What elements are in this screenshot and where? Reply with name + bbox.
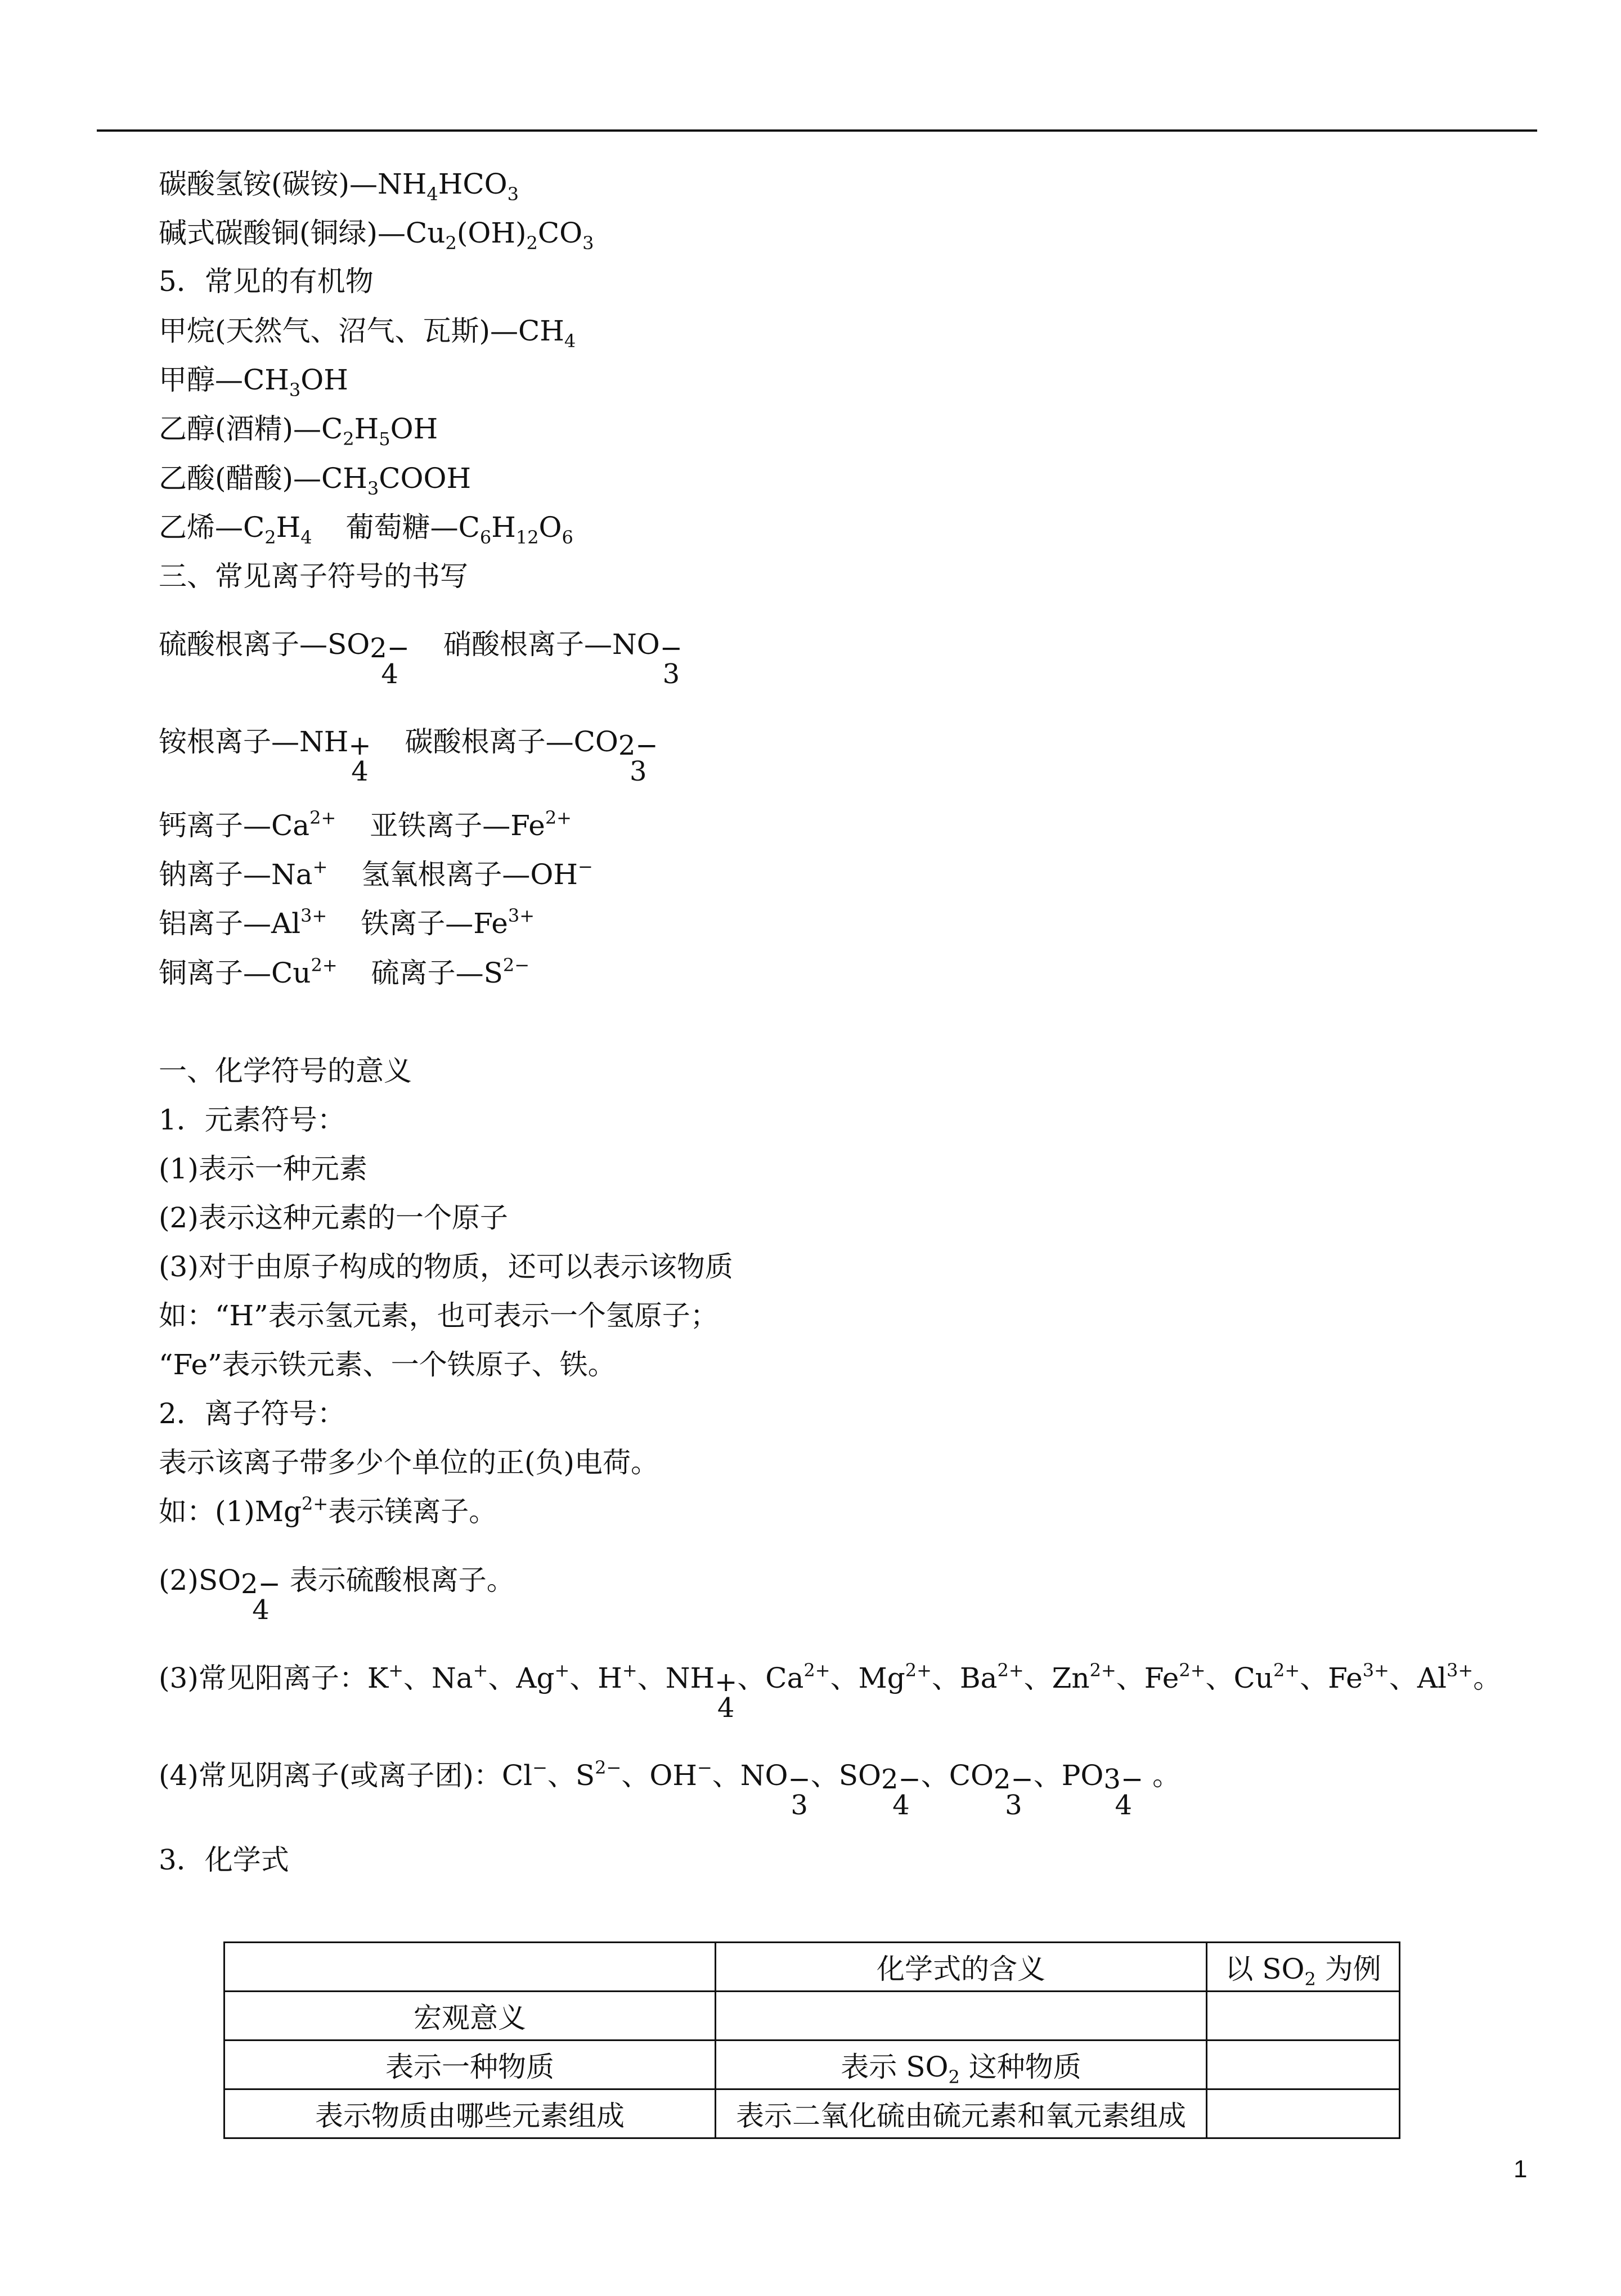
ammonium-charge: + 4	[348, 730, 371, 787]
text-line: (2)表示这种元素的一个原子	[159, 1201, 508, 1234]
text-line: 如：“H”表示氢元素，也可表示一个氢原子；	[159, 1299, 719, 1332]
text-line-basic-copper-carbonate: 碱式碳酸铜(铜绿)$—Cu_2(OH)_2CO_3$	[159, 217, 594, 254]
text-line-magnesium-ion: 如：$(1)Mg^{2+}$表示镁离子。	[159, 1493, 497, 1528]
sulfate-charge: 2− 4	[370, 633, 410, 690]
text-line-common-cations: (3)常见阳离子：K+、Na+、Ag+、H+、NH + 4 、$Ca^{2+}$、$Mg^{2+}$、$Ba^{2+}$、$Zn^{2+}$、$Fe^{2+}$、$Cu^{2+}$、$Fe^{3+}$、$Al^{3+}$。	[159, 1660, 1502, 1724]
text-line-sulfate-example: (2)SO 2− 4 表示硫酸根离子。	[159, 1564, 515, 1626]
subheading-element-symbol: 1．元素符号：	[159, 1104, 345, 1136]
section-heading-organics: 5．常见的有机物	[159, 265, 374, 298]
table-cell: 表示 $SO_2$ 这种物质	[716, 2041, 1207, 2089]
table-header-row	[224, 1943, 1400, 1992]
table-cell	[1207, 1992, 1400, 2041]
table-row	[224, 2089, 1400, 2138]
header-rule	[97, 129, 1537, 132]
text-line: (3)对于由原子构成的物质，还可以表示该物质	[159, 1250, 733, 1283]
text-line-ethanol: 乙醇(酒精)$—C_2H_5OH$	[159, 412, 438, 450]
text-line-sulfate-nitrate: 硫酸根离子—SO 2− 4 硝酸根离子—NO − 3	[159, 628, 682, 690]
text-line-sodium-hydroxide: 钠离子—Na+ 氢氧根离子—OH−	[159, 856, 593, 891]
text-line-ethylene-glucose: 乙烯$—C_2H_4$ 葡萄糖$—C_6H_{12}O_6$	[159, 511, 573, 548]
table-header-cell: 化学式的含义	[716, 1943, 1207, 1992]
table-cell: 表示二氧化硫由硫元素和氧元素组成	[716, 2089, 1207, 2138]
table-header-cell: 以 $SO_2$ 为例	[1207, 1943, 1400, 1992]
formula-meaning-table	[223, 1941, 1400, 2139]
table-cell	[1207, 2041, 1400, 2089]
text-line-common-anions: (4)常见阴离子(或离子团)：Cl−、$S^{2-}$、OH−、NO − 3 、SO 2− 4 、CO 2− 3 、PO 3− 4 。	[159, 1757, 1181, 1821]
section-heading-symbols: 一、化学符号的意义	[159, 1055, 412, 1087]
carbonate-charge: 2− 3	[618, 730, 658, 787]
text-line-calcium-ferrous: 钙离子$—Ca^{2+}$ 亚铁离子$—Fe^{2+}$	[159, 807, 572, 842]
subheading-chemical-formula: 3．化学式	[159, 1844, 289, 1876]
nitrate-charge: − 3	[788, 1764, 811, 1821]
text-line-ammonium-carbonate: 铵根离子—NH + 4 碳酸根离子—CO 2− 3	[159, 725, 658, 787]
text-line: (1)表示一种元素	[159, 1153, 367, 1185]
text-line: “Fe”表示铁元素、一个铁原子、铁。	[159, 1348, 616, 1381]
sulfate-charge: 2− 4	[881, 1764, 921, 1821]
table-cell: 表示一种物质	[224, 2041, 716, 2089]
table-cell	[224, 1943, 716, 1992]
text-line-methanol: 甲醇$—CH_3OH$	[159, 364, 348, 401]
text-line-aluminum-ferric: 铝离子$—Al^{3+}$ 铁离子$—Fe^{3+}$	[159, 905, 535, 940]
text-line-ammonium-bicarbonate: 碳酸氢铵(碳铵)$—NH_4HCO_3$	[159, 168, 519, 205]
subheading-ion-symbol: 2．离子符号：	[159, 1397, 345, 1430]
text-line-acetic-acid: 乙酸(醋酸)$—CH_3COOH$	[159, 462, 472, 499]
sulfate-charge: 2− 4	[241, 1568, 281, 1626]
text-line-copper-sulfide: 铜离子$—Cu^{2+}$ 硫离子$—S^{2-}$	[159, 954, 530, 989]
table-cell: 宏观意义	[224, 1992, 716, 2041]
page-number: 1	[1514, 2155, 1528, 2183]
section-heading-ions: 三、常见离子符号的书写	[159, 560, 468, 593]
ammonium-charge: + 4	[715, 1666, 738, 1724]
text-line-methane: 甲烷(天然气、沼气、瓦斯)$—CH_4$	[159, 315, 576, 352]
phosphate-charge: 3− 4	[1103, 1764, 1144, 1821]
table-cell	[716, 1992, 1207, 2041]
nitrate-charge: − 3	[659, 633, 682, 690]
table-cell: 表示物质由哪些元素组成	[224, 2089, 716, 2138]
text-line: 表示该离子带多少个单位的正(负)电荷。	[159, 1446, 659, 1479]
carbonate-charge: 2− 3	[994, 1764, 1034, 1821]
table-row	[224, 2041, 1400, 2089]
table-cell	[1207, 2089, 1400, 2138]
table-row	[224, 1992, 1400, 2041]
